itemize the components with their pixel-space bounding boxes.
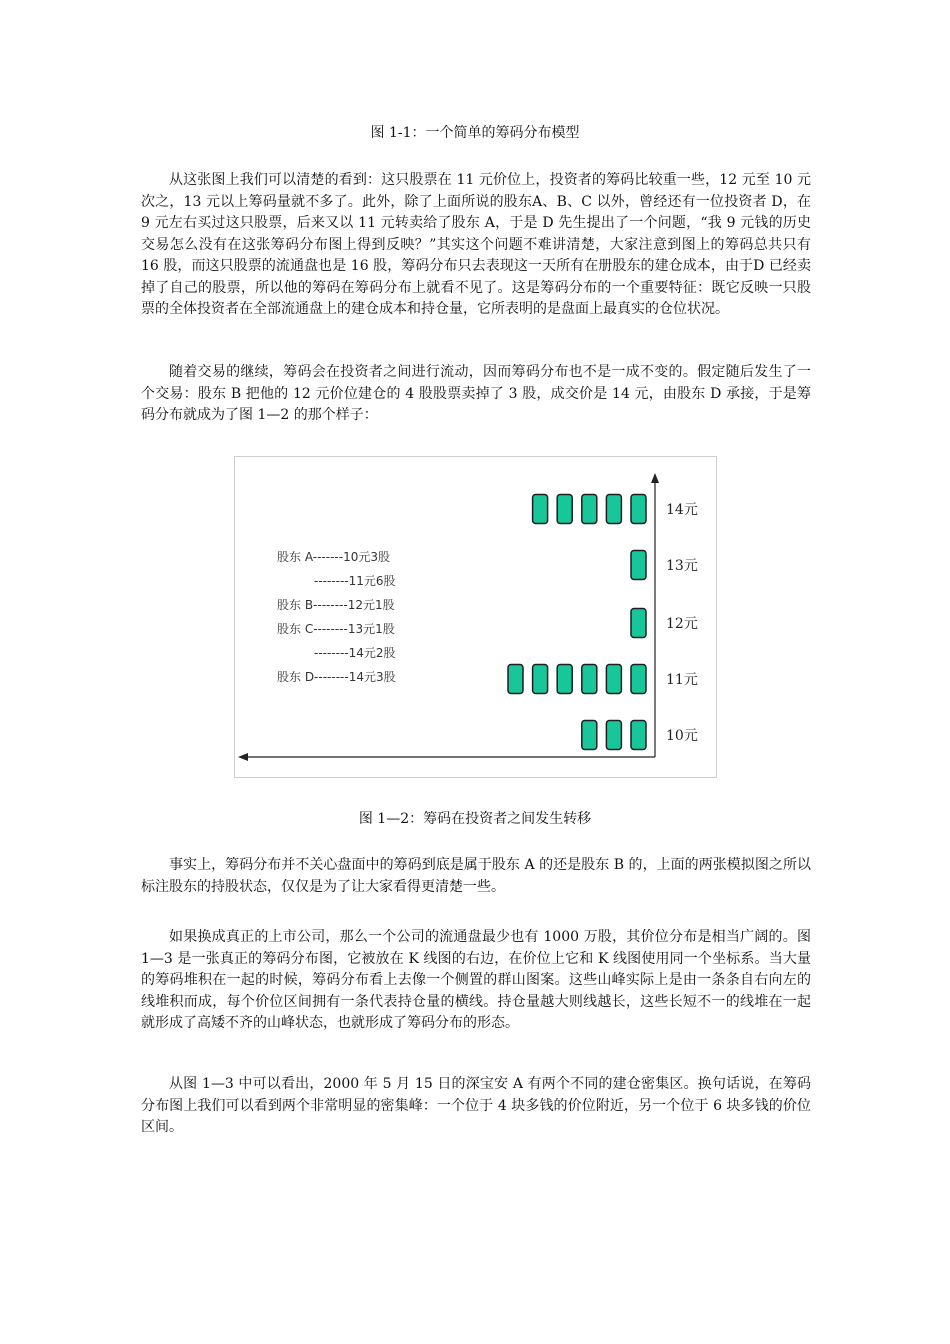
- paragraph-1: 从这张图上我们可以清楚的看到：这只股票在 11 元价位上，投资者的筹码比较重一些，12 元至 10 元次之，13 元以上筹码量就不多了。此外，除了上面所说的股东A、B、C 以外，曾经还有一位投资者 D，在 9 元左右买过这只股票，后来又以 11 元转卖给了股东 A，于是 D 先生提出了一个问题，“我 9 元钱的历史交易怎么没有在这张筹码分布图上得到反映？”其实这个问题不难讲清楚，大家注意到图上的筹码总共只有 16 股，而这只股票的流通盘也是 16 股，筹码分布只去表现这一天所有在册股东的建仓成本，由于D 已经卖掉了自己的股票，所以他的筹码在筹码分布上就看不见了。这是筹码分布的一个重要特征：既它反映一只股票的全体投资者在全部流通盘上的建仓成本和持仓量，它所表明的是盘面上最真实的仓位状况。: [141, 172, 811, 317]
- holder-note: 股东 D--------14元3股: [277, 670, 396, 684]
- chip-block: [557, 665, 572, 694]
- chip-block: [606, 495, 621, 524]
- chip-block: [631, 495, 646, 524]
- chip-block: [606, 721, 621, 750]
- chip-block: [508, 665, 523, 694]
- chip-block: [582, 495, 597, 524]
- chip-block: [582, 721, 597, 750]
- chip-distribution-figure: [234, 456, 717, 778]
- figure-1-1-caption: 图 1-1：一个简单的筹码分布模型: [370, 125, 580, 141]
- chip-block: [606, 665, 621, 694]
- price-level-label: 12元: [666, 616, 698, 632]
- holder-note: 股东 A-------10元3股: [277, 550, 390, 564]
- chip-block: [631, 551, 646, 580]
- holder-note: --------11元6股: [314, 574, 396, 588]
- paragraph-5: 从图 1—3 中可以看出，2000 年 5 月 15 日的深宝安 A 有两个不同的建仓密集区。换句话说，在筹码分布图上我们可以看到两个非常明显的密集峰：一个位于 4 块多钱的价位附近，另一个位于 6 块多钱的价位区间。: [141, 1076, 811, 1135]
- holder-note: 股东 C--------13元1股: [277, 622, 395, 636]
- chip-block: [631, 609, 646, 638]
- paragraph-2: 随着交易的继续，筹码会在投资者之间进行流动，因而筹码分布也不是一成不变的。假定随后发生了一个交易：股东 B 把他的 12 元价位建仓的 4 股股票卖掉了 3 股，成交价是 14 元，由股东 D 承接，于是筹码分布就成为了图 1—2 的那个样子：: [141, 364, 811, 423]
- paragraph-3: 事实上，筹码分布并不关心盘面中的筹码到底是属于股东 A 的还是股东 B 的，上面的两张模拟图之所以标注股东的持股状态，仅仅是为了让大家看得更清楚一些。: [141, 857, 811, 895]
- chip-block: [631, 721, 646, 750]
- chip-block: [533, 665, 548, 694]
- chip-distribution-diagram: [235, 457, 716, 777]
- price-level-label: 10元: [666, 728, 698, 744]
- volume-axis-arrow: [238, 753, 248, 761]
- price-level-label: 11元: [666, 672, 698, 688]
- chip-block: [533, 495, 548, 524]
- price-level-label: 13元: [666, 558, 698, 574]
- holder-note: 股东 B--------12元1股: [277, 598, 395, 612]
- price-level-label: 14元: [666, 502, 698, 518]
- figure-1-2-caption: 图 1—2：筹码在投资者之间发生转移: [358, 811, 592, 827]
- chip-block: [582, 665, 597, 694]
- chip-block: [557, 495, 572, 524]
- holder-note: --------14元2股: [314, 646, 396, 660]
- paragraph-4: 如果换成真正的上市公司，那么一个公司的流通盘最少也有 1000 万股，其价位分布是相当广阔的。图 1—3 是一张真正的筹码分布图，它被放在 K 线图的右边，在价位上它和 K 线图使用同一个坐标系。当大量的筹码堆积在一起的时候，筹码分布看上去像一个侧置的群山图案。这些山峰实际上是由一条条自右向左的线堆积而成，每个价位区间拥有一条代表持仓量的横线。持仓量越大则线越长，这些长短不一的线堆在一起就形成了高矮不齐的山峰状态，也就形成了筹码分布的形态。: [141, 929, 811, 1031]
- chip-block: [631, 665, 646, 694]
- price-axis-arrow: [651, 473, 659, 483]
